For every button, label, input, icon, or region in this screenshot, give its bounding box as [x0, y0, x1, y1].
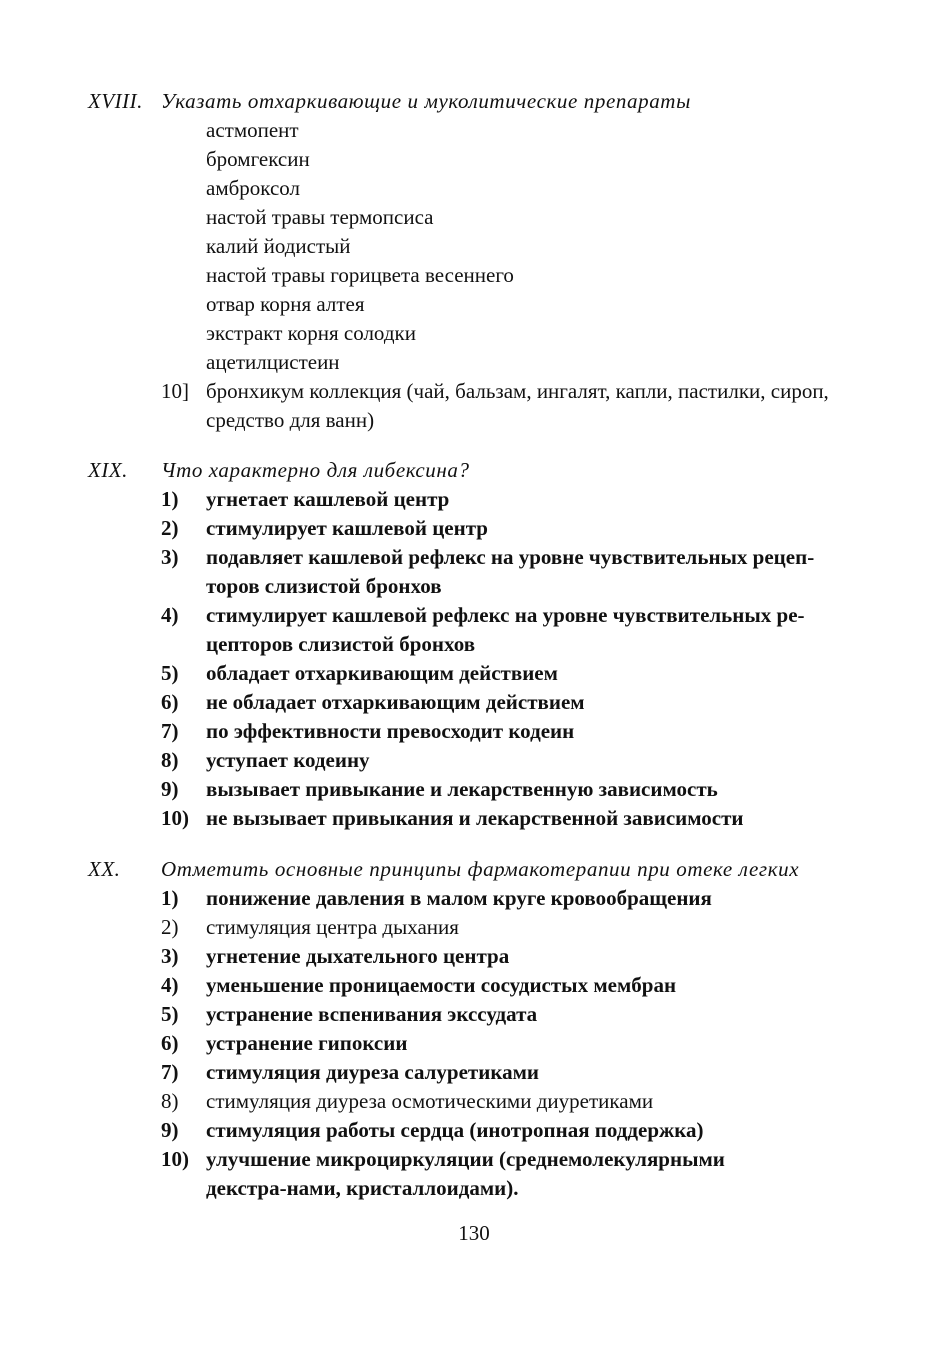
list-item: [88, 775, 878, 804]
option-number: 7): [161, 1060, 179, 1084]
option-number: 1): [161, 886, 179, 910]
option-list: [88, 485, 878, 833]
list-item: [88, 942, 878, 971]
option-number: 10]: [161, 379, 189, 403]
list-item: [88, 1145, 878, 1203]
option-number: 3): [161, 944, 179, 968]
option-number: 7): [161, 719, 179, 743]
option-text: обладает отхаркивающим действием: [206, 661, 558, 685]
option-number: 5): [161, 661, 179, 685]
option-text: понижение давления в малом круге кровообращения: [206, 886, 712, 910]
list-item: [88, 514, 878, 543]
question-xix: [88, 456, 878, 833]
option-text: ацетилцистеин: [206, 350, 340, 374]
option-text: устранение гипоксии: [206, 1031, 408, 1055]
list-item: [88, 971, 878, 1000]
option-text: стимуляция диуреза осмотическими диуретиками: [206, 1089, 654, 1113]
option-text: стимуляция центра дыхания: [206, 915, 459, 939]
option-text: угнетает кашлевой центр: [206, 487, 450, 511]
list-item: [88, 290, 878, 319]
option-text: стимуляция диуреза салуретиками: [206, 1060, 540, 1084]
option-number: 4): [161, 973, 179, 997]
option-text: калий йодистый: [206, 234, 351, 258]
option-number: 8): [161, 1089, 179, 1113]
list-item: [88, 543, 878, 601]
option-number: 6): [161, 690, 179, 714]
list-item: [88, 377, 878, 435]
question-heading: [88, 87, 878, 116]
option-number: 5): [161, 1002, 179, 1026]
option-text: вызывает привыкание и лекарственную зависимость: [206, 777, 718, 801]
option-text: по эффективности превосходит кодеин: [206, 719, 575, 743]
list-item: [88, 1087, 878, 1116]
list-item: [88, 884, 878, 913]
option-number: 10): [161, 1147, 189, 1171]
list-item: [88, 485, 878, 514]
list-item: [88, 174, 878, 203]
question-text: Отметить основные принципы фармакотерапии при отеке легких: [161, 857, 800, 881]
question-number: XVIII.: [88, 89, 143, 113]
list-item: [88, 688, 878, 717]
option-number: 2): [161, 915, 179, 939]
option-text: отвар корня алтея: [206, 292, 365, 316]
option-text: амброксол: [206, 176, 300, 200]
option-number: 2): [161, 516, 179, 540]
option-text: уменьшение проницаемости сосудистых мембран: [206, 973, 677, 997]
option-number: 6): [161, 1031, 179, 1055]
option-number: 3): [161, 545, 179, 569]
option-text: настой травы термопсиса: [206, 205, 434, 229]
option-text: не обладает отхаркивающим действием: [206, 690, 585, 714]
question-number: XX.: [88, 857, 121, 881]
list-item: [88, 1000, 878, 1029]
list-item: [88, 913, 878, 942]
list-item: [88, 232, 878, 261]
list-item: [88, 1058, 878, 1087]
list-item: [88, 659, 878, 688]
list-item: [88, 116, 878, 145]
page-number: 130: [458, 1221, 490, 1245]
list-item: [88, 261, 878, 290]
option-text: стимулирует кашлевой центр: [206, 516, 488, 540]
option-text: стимулирует кашлевой рефлекс на уровне чувствительных ре-цепторов слизистой бронхов: [206, 603, 805, 656]
option-number: 9): [161, 1118, 179, 1142]
list-item: [88, 145, 878, 174]
option-text: угнетение дыхательного центра: [206, 944, 510, 968]
option-text: стимуляция работы сердца (инотропная поддержка): [206, 1118, 704, 1142]
option-text: бромгексин: [206, 147, 310, 171]
option-text: настой травы горицвета весеннего: [206, 263, 514, 287]
list-item: [88, 348, 878, 377]
option-number: 8): [161, 748, 179, 772]
option-text: экстракт корня солодки: [206, 321, 416, 345]
option-text: подавляет кашлевой рефлекс на уровне чувствительных рецеп-торов слизистой бронхов: [206, 545, 815, 598]
list-item: [88, 746, 878, 775]
list-item: [88, 203, 878, 232]
option-text: астмопент: [206, 118, 299, 142]
option-number: 4): [161, 603, 179, 627]
option-text: устранение вспенивания экссудата: [206, 1002, 538, 1026]
question-text: Указать отхаркивающие и муколитические препараты: [161, 89, 691, 113]
option-number: 9): [161, 777, 179, 801]
list-item: [88, 601, 878, 659]
option-number: 10): [161, 806, 189, 830]
option-text: бронхикум коллекция (чай, бальзам, ингалят, капли, пастилки, сироп, средство для ванн): [206, 379, 829, 432]
question-heading: [88, 456, 878, 485]
list-item: [88, 319, 878, 348]
list-item: [88, 1029, 878, 1058]
question-text: Что характерно для либексина?: [161, 458, 470, 482]
question-xviii: [88, 87, 878, 435]
question-number: XIX.: [88, 458, 128, 482]
option-list: [88, 884, 878, 1203]
option-text: уступает кодеину: [206, 748, 370, 772]
question-xx: [88, 855, 878, 1203]
list-item: [88, 717, 878, 746]
list-item: [88, 804, 878, 833]
option-list: [88, 116, 878, 435]
list-item: [88, 1116, 878, 1145]
option-text: не вызывает привыкания и лекарственной зависимости: [206, 806, 744, 830]
question-heading: [88, 855, 878, 884]
option-number: 1): [161, 487, 179, 511]
option-text: улучшение микроциркуляции (среднемолекулярными декстра-нами, кристаллоидами).: [206, 1147, 725, 1200]
